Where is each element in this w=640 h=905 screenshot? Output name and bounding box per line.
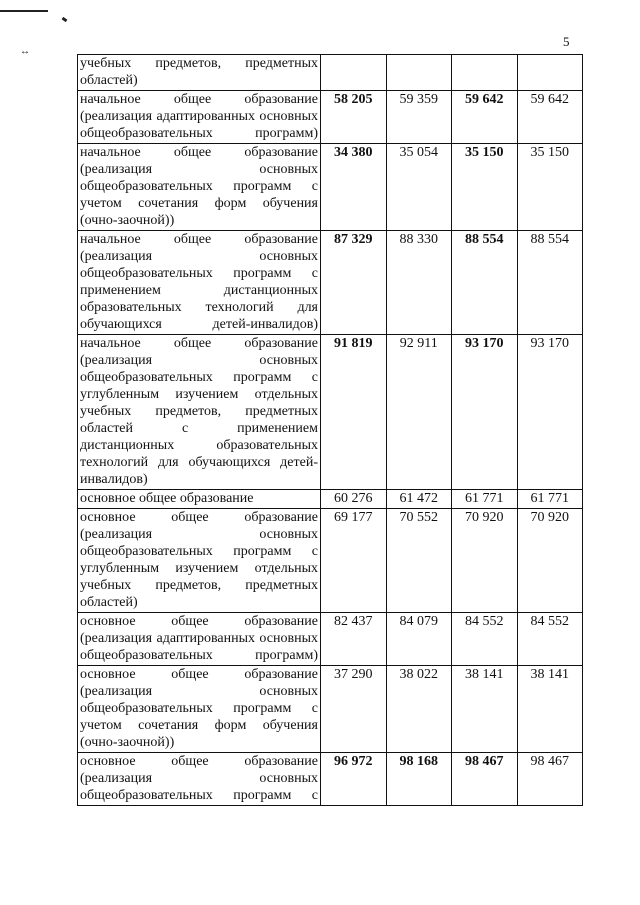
value-cell: 70 920: [517, 509, 583, 613]
value-cell: 70 920: [452, 509, 518, 613]
table-row: [78, 753, 583, 806]
value-cell: 93 170: [452, 335, 518, 490]
value-cell: [452, 55, 518, 91]
value-cell: [386, 55, 452, 91]
row-description: начальное общее образование (реализация основных общеобразовательных программ с учетом сочетания форм обучения (очно-заочной)): [78, 144, 321, 231]
value-cell: 60 276: [321, 490, 387, 509]
value-cell: 82 437: [321, 613, 387, 666]
row-description: основное общее образование (реализация основных общеобразовательных программ с углубленным изучением отдельных учебных предметов, предметных областей): [78, 509, 321, 613]
value-cell: 98 467: [517, 753, 583, 806]
table-row: [78, 509, 583, 613]
table-row: [78, 231, 583, 335]
scan-mark-symbol: ↔: [20, 46, 30, 57]
table-row: [78, 55, 583, 91]
value-cell: 61 771: [452, 490, 518, 509]
value-cell: 84 552: [517, 613, 583, 666]
table-row: [78, 91, 583, 144]
row-description: основное общее образование (реализация основных общеобразовательных программ с учетом сочетания форм обучения (очно-заочной)): [78, 666, 321, 753]
value-cell: 34 380: [321, 144, 387, 231]
cost-table: [77, 54, 583, 806]
value-cell: 35 150: [452, 144, 518, 231]
value-cell: 59 642: [452, 91, 518, 144]
value-cell: 38 141: [517, 666, 583, 753]
value-cell: 38 141: [452, 666, 518, 753]
value-cell: 84 552: [452, 613, 518, 666]
table-row: [78, 613, 583, 666]
value-cell: [517, 55, 583, 91]
value-cell: 35 150: [517, 144, 583, 231]
value-cell: 35 054: [386, 144, 452, 231]
value-cell: 92 911: [386, 335, 452, 490]
value-cell: [321, 55, 387, 91]
value-cell: 59 359: [386, 91, 452, 144]
value-cell: 58 205: [321, 91, 387, 144]
value-cell: 88 330: [386, 231, 452, 335]
row-description: начальное общее образование (реализация основных общеобразовательных программ с применением дистанционных образовательных технологий для обучающихся детей-инвалидов): [78, 231, 321, 335]
scan-mark-line: [0, 10, 48, 12]
value-cell: 61 771: [517, 490, 583, 509]
value-cell: 98 467: [452, 753, 518, 806]
value-cell: 61 472: [386, 490, 452, 509]
value-cell: 87 329: [321, 231, 387, 335]
row-description: основное общее образование: [78, 490, 321, 509]
table-row: [78, 144, 583, 231]
table-row: [78, 335, 583, 490]
value-cell: 84 079: [386, 613, 452, 666]
row-description: основное общее образование (реализация основных общеобразовательных программ с: [78, 753, 321, 806]
value-cell: 91 819: [321, 335, 387, 490]
value-cell: 96 972: [321, 753, 387, 806]
page-number: 5: [563, 34, 570, 49]
table-row: [78, 490, 583, 509]
scan-mark-dot: [62, 17, 68, 22]
value-cell: 37 290: [321, 666, 387, 753]
value-cell: 70 552: [386, 509, 452, 613]
value-cell: 93 170: [517, 335, 583, 490]
row-description: основное общее образование (реализация адаптированных основных общеобразовательных программ): [78, 613, 321, 666]
value-cell: 59 642: [517, 91, 583, 144]
value-cell: 38 022: [386, 666, 452, 753]
value-cell: 88 554: [452, 231, 518, 335]
value-cell: 69 177: [321, 509, 387, 613]
row-description: начальное общее образование (реализация адаптированных основных общеобразовательных программ): [78, 91, 321, 144]
row-description: учебных предметов, предметных областей): [78, 55, 321, 91]
row-description: начальное общее образование (реализация основных общеобразовательных программ с углубленным изучением отдельных учебных предметов, предметных областей с применением дистанционных образовательных технологий для обучающихся детей-инвалидов): [78, 335, 321, 490]
value-cell: 88 554: [517, 231, 583, 335]
table-row: [78, 666, 583, 753]
value-cell: 98 168: [386, 753, 452, 806]
